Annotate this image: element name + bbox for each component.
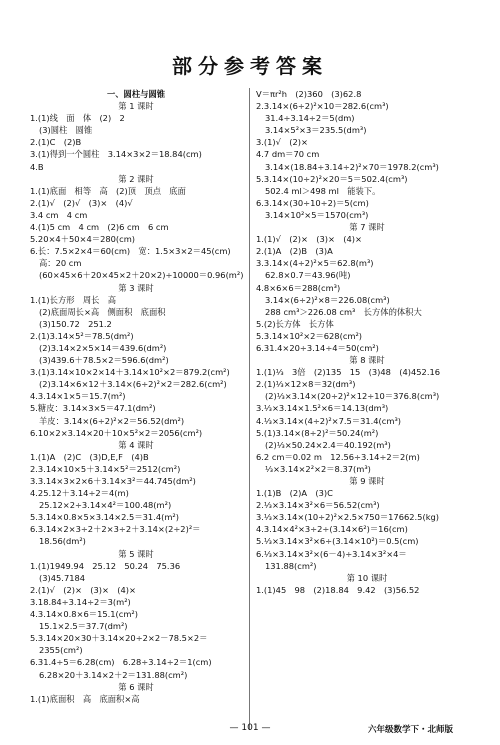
answer-column-left — [30, 88, 242, 705]
answer-line-continued: (3)圆柱 圆锥 — [39, 125, 93, 136]
answer-line: 1.(1)底面 相等 高 (2)顶 顶点 底面 — [30, 185, 186, 196]
lesson-heading: 第 1 课时 — [118, 101, 154, 112]
answer-line-continued: (2)⅓×3.14×(20÷2)²×12÷10＝376.8(cm³) — [265, 391, 440, 402]
answer-line: 2.(1)3.14×5²＝78.5(dm²) — [30, 330, 134, 341]
answer-line: 1.(1)长方形 周长 高 — [30, 294, 117, 305]
answer-line-continued: (2)3.14×6×12＋3.14×(6÷2)²×2＝282.6(cm²) — [39, 379, 227, 390]
answer-line: V＝πr²h (2)360 (3)62.8 — [256, 89, 362, 99]
answer-line: 2.(1)√ (2)× (3)× (4)× — [30, 584, 136, 595]
answer-line: 1.(1)B (2)A (3)C — [256, 488, 333, 499]
answer-line-continued: (3)150.72 251.2 — [39, 318, 112, 329]
answer-line-continued: (3)439.6＋78.5×2＝596.6(dm²) — [39, 355, 169, 366]
answer-line-continued: 31.4÷3.14÷2＝5(dm) — [265, 113, 355, 124]
answer-line: 1.(1)A (2)C (3)D,E,F (4)B — [30, 451, 149, 462]
answer-column-right — [256, 88, 478, 596]
answer-line-continued: 131.88(cm²) — [265, 560, 317, 571]
answer-line: 6.2 cm＝0.02 m 12.56÷3.14÷2＝2(m) — [256, 451, 420, 462]
answer-line: 3.18.84÷3.14÷2＝3(m²) — [30, 596, 131, 607]
answer-line: 6.⅓×3.14×3²×(6－4)÷3.14×3²×4＝ — [256, 548, 407, 559]
answer-line: 4.3.14×4²×3÷2÷(3.14×6²)＝16(cm) — [256, 524, 408, 535]
answer-line-continued: 62.8×0.7＝43.96(吨) — [265, 270, 351, 281]
answer-line-continued: 高：20 cm — [39, 258, 82, 269]
answer-line-continued: 502.4 ml＞498 ml 能装下。 — [265, 185, 381, 196]
answer-line: 2.3.14×(6÷2)²×10＝282.6(cm³) — [256, 101, 389, 112]
answer-line: 3.(1)得到一个圆柱 3.14×3×2＝18.84(cm) — [30, 149, 202, 160]
lesson-heading: 第 5 课时 — [118, 548, 154, 559]
answer-line: 6.3.14×2×3÷2＋2×3÷2＋3.14×(2÷2)²＝ — [30, 524, 201, 535]
page-number: — 101 — — [229, 723, 271, 733]
answer-line: 2.(1)C (2)B — [30, 137, 82, 148]
answer-line-continued: (2)⅓×50.24×2.4＝40.192(m³) — [265, 439, 391, 450]
answer-line: 2.(1)A (2)B (3)A — [256, 246, 333, 257]
answer-line-continued: (2)3.14×2×5×14＝439.6(dm²) — [39, 342, 167, 353]
answer-line: 4.3.14×0.8×6＝15.1(cm²) — [30, 609, 138, 620]
answer-line-continued: (3)45.7184 — [39, 572, 86, 583]
answer-line: 3.⅓×3.14×(10÷2)²×2.5×750＝17662.5(kg) — [256, 512, 440, 523]
answer-line: 1.(1)45 98 (2)18.84 9.42 (3)56.52 — [256, 584, 420, 595]
answer-line: 5.3.14×20×30＋3.14×20÷2×2－78.5×2＝ — [30, 633, 208, 644]
lesson-heading: 第 7 课时 — [349, 222, 385, 233]
answer-line: 5.糖皮：3.14×3×5＝47.1(dm²) — [30, 403, 156, 414]
answer-line-continued: 6.28×20＋3.14×2＋2＝131.88(cm²) — [39, 669, 188, 680]
answer-line-continued: 25.12×2÷3.14×4²＝100.48(m²) — [39, 500, 172, 511]
answer-line: 2.3.14×10×5＋3.14×5²＝2512(cm²) — [30, 463, 181, 474]
answer-line: 1.(1)⅓ 3倍 (2)135 15 (3)48 (4)452.16 — [256, 367, 441, 378]
lesson-heading: 第 2 课时 — [118, 173, 154, 184]
answer-line: 4.7 dm＝70 cm — [256, 149, 320, 160]
answer-line: 1.(1)1949.94 25.12 50.24 75.36 — [30, 560, 181, 571]
answer-line-continued: 3.14×5²×3＝235.5(dm³) — [265, 125, 367, 136]
answer-line: 5.3.14×0.8×5×3.14×2.5＝31.4(m²) — [30, 512, 179, 523]
answer-line: 5.3.14×(10÷2)²×20＝5＝502.4(cm³) — [256, 173, 408, 184]
lesson-heading: 第 9 课时 — [349, 476, 385, 486]
lesson-heading: 第 8 课时 — [349, 355, 385, 366]
answer-line-continued: 3.14×(18.84÷3.14÷2)²×70＝1978.2(cm³) — [265, 161, 439, 172]
answer-line: 4.3.14×1×5＝15.7(m²) — [30, 391, 126, 402]
answer-line: 1.(1)线 面 体 (2) 2 — [30, 113, 125, 124]
answer-line: 1.(1)√ (2)× (3)× (4)× — [256, 234, 362, 245]
answer-line-continued: 15.1×2.5＝37.7(dm²) — [39, 621, 128, 632]
book-label: 六年级数学下・北师版 — [368, 725, 454, 735]
answer-line: 6.31.4÷5＝6.28(cm) 6.28÷3.14÷2＝1(cm) — [30, 657, 212, 668]
lesson-heading: 第 6 课时 — [118, 681, 154, 692]
answer-line: 2.(1)⅓×12×8＝32(dm³) — [256, 379, 356, 390]
answer-line: 3.3.14×3×2×6＋3.14×3²＝44.745(dm²) — [30, 476, 196, 486]
answer-line: 5.(2)长方体 长方体 — [256, 318, 334, 329]
answer-line-continued: (2)底面周长×高 侧面积 底面积 — [39, 306, 166, 317]
answer-line-continued: 3.14×10²×5＝1570(cm³) — [265, 209, 369, 220]
answer-line-continued: 2355(cm²) — [39, 645, 83, 656]
answer-line: 5.(1)3.14×(8÷2)²＝50.24(m²) — [256, 427, 379, 438]
answer-line-continued: 18.56(dm²) — [39, 536, 86, 547]
answer-line: 6.10×2×3.14×20＋10×5²×2＝2056(cm²) — [30, 427, 203, 438]
lesson-heading: 第 3 课时 — [118, 282, 154, 293]
answer-line: 3.4 cm 4 cm — [30, 209, 88, 220]
answer-line-continued: 3.14×(6÷2)²×8＝226.08(cm³) — [265, 294, 390, 305]
answer-line: 1.(1)底面积 高 底面积×高 — [30, 693, 140, 704]
lesson-heading: 第 10 课时 — [346, 572, 388, 583]
answer-line: 4.(1)5 cm 4 cm (2)6 cm 6 cm — [30, 222, 169, 233]
answer-line: 4.B — [30, 161, 44, 172]
answer-line-continued: 羊皮：3.14×(6÷2)²×2＝56.52(dm²) — [39, 415, 185, 426]
answer-line: 4.25.12＋3.14÷2＝4(m) — [30, 488, 129, 499]
answer-line: 5.⅓×3.14×3²×6÷(3.14×10²)＝0.5(cm) — [256, 536, 419, 547]
answer-line: 3.(1)3.14×10×2×14＋3.14×10²×2＝879.2(cm²) — [30, 367, 230, 378]
column-divider — [249, 88, 250, 730]
section-heading: 一、圆柱与圆锥 — [106, 89, 166, 99]
page-title: 部分参考答案 — [172, 54, 328, 78]
answer-line-continued: ⅓×3.14×2²×2＝8.37(m³) — [265, 463, 371, 474]
lesson-heading: 第 4 课时 — [118, 439, 154, 450]
answer-line: 2.⅓×3.14×3²×6＝56.52(cm³) — [256, 500, 380, 511]
answer-line: 6.长：7.5×2×4＝60(cm) 宽：1.5×3×2＝45(cm) — [30, 246, 231, 257]
answer-line-continued: 288 cm³＞226.08 cm³ 长方体的体积大 — [265, 306, 422, 317]
answer-line: 3.⅓×3.14×1.5²×6＝14.13(dm³) — [256, 403, 389, 414]
answer-line: 4.⅓×3.14×(4÷2)²×7.5＝31.4(cm³) — [256, 415, 402, 426]
answer-line: 4.8×6×6＝288(cm³) — [256, 282, 341, 293]
answer-line: 5.20×4＋50×4＝280(cm) — [30, 234, 136, 245]
answer-line: 6.3.14×(30÷10÷2)＝5(cm) — [256, 197, 369, 208]
answer-line: 6.31.4×20÷3.14÷4＝50(cm²) — [256, 342, 379, 353]
answer-line: 2.(1)√ (2)√ (3)× (4)√ — [30, 197, 133, 208]
answer-line-continued: (60×45×6＋20×45×2＋20×2)÷10000＝0.96(m²) — [39, 270, 244, 281]
answer-line: 5.3.14×10²×2＝628(cm²) — [256, 330, 363, 341]
answer-line: 3.(1)√ (2)× — [256, 137, 308, 148]
answer-line: 3.3.14×(4÷2)²×5＝62.8(m³) — [256, 258, 374, 269]
